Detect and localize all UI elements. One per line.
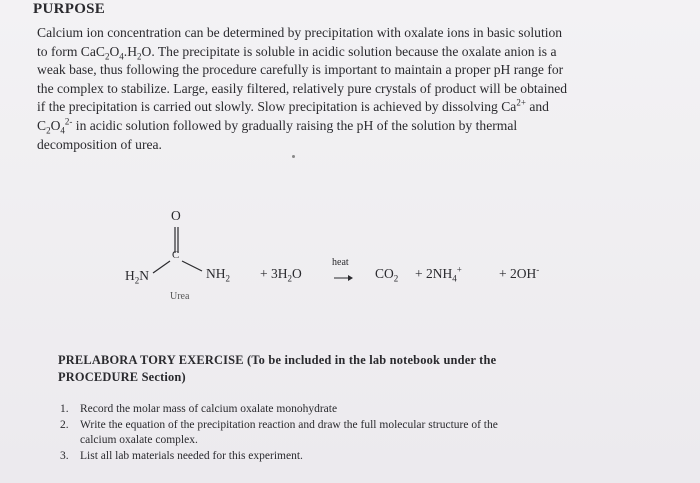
prelab-heading-line: PROCEDURE Section): [58, 370, 186, 384]
list-item-number: 1.: [60, 403, 69, 415]
oxygen-atom: O: [171, 208, 181, 223]
list-item: [58, 418, 638, 449]
urea-structure-bonds: [120, 205, 600, 305]
carbon-atom: C: [172, 249, 180, 261]
list-item-text: List all lab materials needed for this experiment.: [80, 449, 303, 462]
urea-caption: Urea: [170, 291, 190, 302]
task-list: [58, 402, 638, 464]
paragraph-line: if the precipitation is carried out slowly. Slow precipitation is achieved by dissolving $Ca^{2+}$ and: [37, 97, 549, 115]
purpose-paragraph: [37, 24, 637, 154]
prelab-heading: [58, 352, 633, 386]
amine-right: $NH_2$: [206, 266, 230, 284]
paragraph-line: decomposition of urea.: [37, 136, 162, 152]
water-term: + $3H_2O$: [260, 266, 302, 284]
section-heading-purpose: PURPOSE: [33, 1, 106, 17]
paragraph-line: Calcium ion concentration can be determined by precipitation with oxalate ions in basic solution: [37, 25, 563, 40]
urea-decomposition-equation: [120, 205, 600, 305]
amine-left: $H_2N$: [125, 268, 149, 286]
list-item: [58, 402, 638, 418]
paragraph-line: $C_2O_4^{2-}$ in acidic solution followed by gradually raising the pH of the solution by thermal: [37, 116, 518, 136]
reaction-condition: heat: [332, 257, 349, 268]
paragraph-line: to form $CaC_2O_4.H_2O$. The precipitate is soluble in acidic solution because the oxalate anion is a: [37, 43, 557, 62]
list-item-text: Write the equation of the precipitation reaction and draw the full molecular structure of the: [80, 418, 498, 431]
list-item-number: 3.: [60, 449, 69, 462]
list-item: [58, 449, 638, 465]
ammonium-term: + $2NH_4^+$: [415, 264, 462, 284]
list-item-text: calcium oxalate complex.: [80, 434, 198, 446]
speck-mark: [292, 155, 295, 158]
hydroxide-term: + 2OH-: [499, 264, 540, 281]
paragraph-line: weak base, thus following the procedure carefully is important to maintain a proper pH range for: [37, 62, 564, 78]
list-item-text: Record the molar mass of calcium oxalate monohydrate: [80, 403, 338, 415]
paragraph-line: the complex to stabilize. Large, easily filtered, relatively pure crystals of product will be obtained: [37, 80, 568, 96]
carbon-dioxide-term: $CO_2$: [375, 266, 399, 284]
list-item-number: 2.: [60, 418, 69, 431]
prelab-heading-line: PRELABORA TORY EXERCISE (To be included in the lab notebook under the: [58, 353, 497, 367]
